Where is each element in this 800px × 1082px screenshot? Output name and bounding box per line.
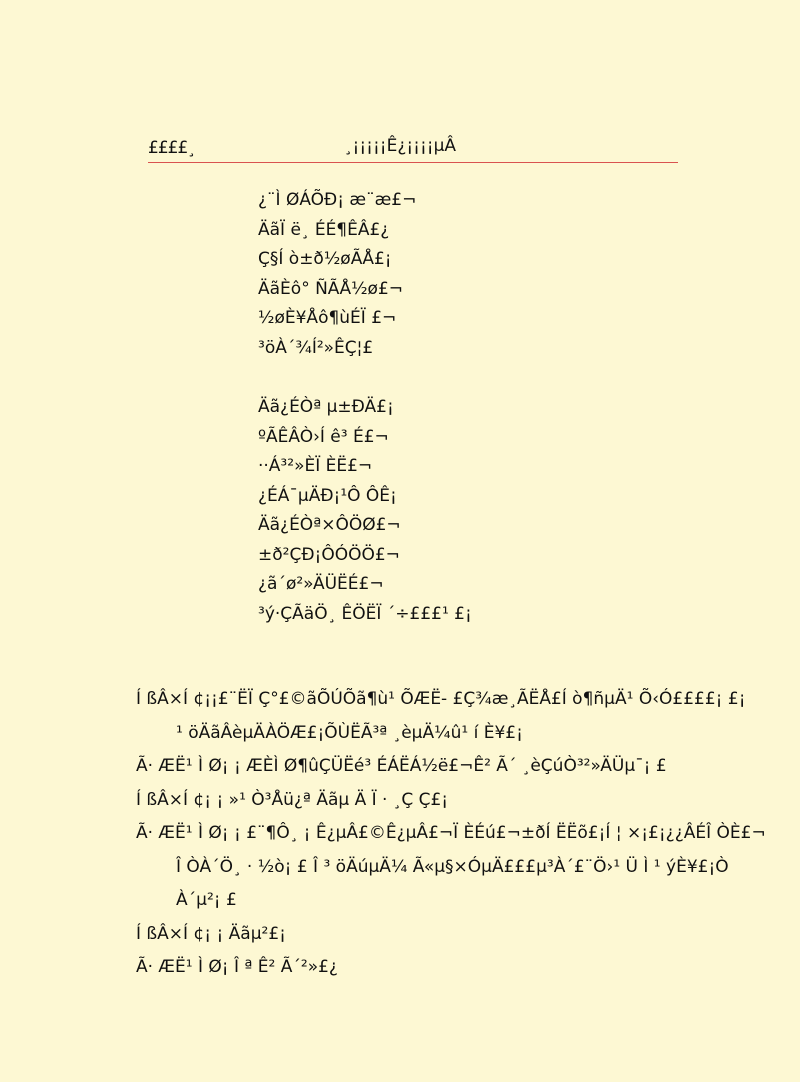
dialogue-line: À´µ²¡ £ — [176, 890, 237, 910]
dialogue-line: Ã· ÆË¹ Ì Ø¡ Î ª Ê² Ã´²»£¿ — [136, 957, 338, 977]
header-page-marker: ££££¸ — [148, 138, 195, 158]
running-header — [148, 136, 678, 163]
dialogue-line: Ã· ÆË¹ Ì Ø¡ ¡ £¨¶Ô¸ ¡ Ê¿µÂ£©Ê¿µÂ£¬Ï ÈÉú£¬±ðÍ ËËõ£¡Í ¦ ×¡£¡¿¿ÂÉÎ ÒÈ£¬ — [136, 823, 766, 843]
verse-line: ¿ã´ø²»ÄÜËÉ£¬ — [258, 574, 384, 594]
verse-block — [258, 186, 578, 629]
stanza-break — [258, 363, 578, 393]
verse-line: ³öÀ´¾Í²»ÊÇ¦£ — [258, 337, 374, 358]
dialogue-line: Ã· ÆË¹ Ì Ø¡ ¡ ÆÈÌ Ø¶ûÇÜËé³ ÉÁËÁ½ë£¬Ê² Ã´ ¸èÇúÒ³²»ÄÜµ¯¡ £ — [136, 756, 667, 776]
verse-line: ½øÈ¥Åô¶ùÉÏ £¬ — [258, 308, 397, 328]
verse-line: Äã¿ÉÒª×ÔÖØ£¬ — [258, 515, 401, 535]
verse-line: ¿¨Ì ØÁÕÐ¡ æ¨æ£¬ — [258, 190, 417, 210]
dialogue-line: Í ßÂ×Í ¢¡ ¡ Äãµ²£¡ — [136, 923, 286, 944]
dialogue-block — [136, 683, 766, 985]
verse-stanza — [258, 393, 578, 629]
verse-line: ··Á³²»ÈÏ ÈË£¬ — [258, 456, 373, 476]
dialogue-line: Î ÒÀ´Ö¸ · ½ò¡ £ Î ³ öÄúµÄ¼ Ã«µ§×ÓµÄ£££µ³À´£¨Ö›¹ Ü Ì ¹ ýÈ¥£¡Ò — [176, 856, 729, 877]
verse-line: ÄãÏ ë¸ ÉÉ¶ÊÂ£¿ — [258, 219, 390, 240]
verse-line: Äã¿ÉÒª µ±ÐÄ£¡ — [258, 397, 394, 417]
verse-line: ºÃÊÂÒ›Í ê³ É£¬ — [258, 426, 389, 447]
dialogue-line: ¹ öÄãÂèµÄÀÖÆ£¡ÕÙËÃ³ª ¸èµÄ¼û¹ í È¥£¡ — [176, 722, 523, 743]
verse-stanza — [258, 186, 578, 363]
verse-line: ±ð²ÇÐ¡ÔÓÖÖ£¬ — [258, 544, 400, 565]
header-title: ¸¡¡¡¡¡Ê¿¡¡¡¡µÂ — [344, 136, 457, 156]
verse-line: ÄãÈô° ÑÃÅ½ø£¬ — [258, 278, 404, 299]
dialogue-line: Í ßÂ×Í ¢¡¡£¨ËÏ Ç°£©ãÕÚÕã¶ù¹ ÕÆË- £Ç¾æ¸ÃËÅ£Í ò¶ñµÄ¹ Õ‹Ó££££¡ £¡ — [136, 689, 746, 709]
dialogue-line: Í ßÂ×Í ¢¡ ¡ »¹ Ò³Åü¿ª Äãµ Ä Ï · ¸Ç Ç£¡ — [136, 789, 449, 810]
verse-line: ¿ÉÁ¯µÄÐ¡¹Ô ÔÊ¡ — [258, 485, 397, 506]
verse-line: Ç§Í ò±ð½øÃÅ£¡ — [258, 249, 392, 269]
verse-line: ³ý·ÇÃäÖ¸ ÊÖËÏ ´÷£££¹ £¡ — [258, 603, 472, 624]
